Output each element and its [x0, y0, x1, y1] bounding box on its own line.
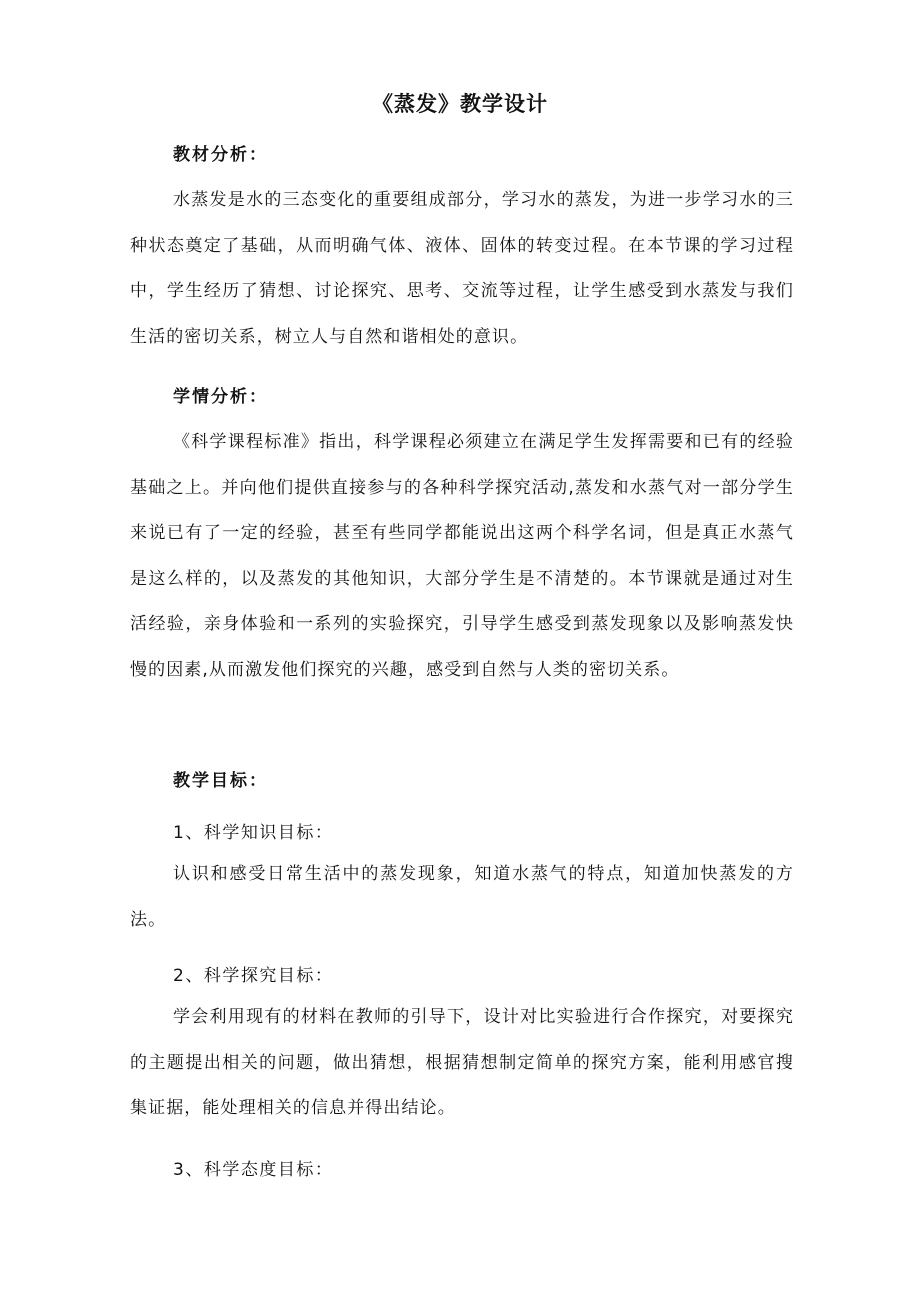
objective-1-heading: 1、科学知识目标： — [173, 823, 334, 843]
student-analysis-paragraph: 《科学课程标准》指出，科学课程必须建立在满足学生发挥需要和已有的经验基础之上。并向他们提供直接参与的各种科学探究活动,蒸发和水蒸气对一部分学生来说已有了一定的经验，甚至有些同学都能说出这两个科学名词，但是真正水蒸气是这么样的，以及蒸发的其他知识，大部分学生是不清楚的。本节课就是通过对生活经验，亲身体验和一系列的实验探究，引导学生感受到蒸发现象以及影响蒸发快慢的因素,从而激发他们探究的兴趣，感受到自然与人类的密切关系。 — [130, 432, 794, 680]
objectives-heading: 教学目标： — [173, 771, 268, 791]
textbook-analysis-paragraph: 水蒸发是水的三态变化的重要组成部分，学习水的蒸发，为进一步学习水的三种状态奠定了基础，从而明确气体、液体、固体的转变过程。在本节课的学习过程中，学生经历了猜想、讨论探究、思考、交流等过程，让学生感受到水蒸发与我们生活的密切关系，树立人与自然和谐相处的意识。 — [130, 190, 794, 347]
objective-2-paragraph: 学会利用现有的材料在教师的引导下，设计对比实验进行合作探究，对要探究的主题提出相关的问题，做出猜想，根据猜想制定简单的探究方案，能利用感官搜集证据，能处理相关的信息并得出结论。 — [130, 1007, 794, 1118]
objective-1-paragraph: 认识和感受日常生活中的蒸发现象，知道水蒸气的特点，知道加快蒸发的方法。 — [130, 864, 794, 930]
document-title: 《蒸发》教学设计 — [372, 92, 548, 116]
textbook-analysis-heading: 教材分析： — [173, 145, 268, 165]
objective-3-heading: 3、科学态度目标： — [173, 1160, 334, 1180]
student-analysis-heading: 学情分析： — [173, 387, 268, 407]
objective-2-heading: 2、科学探究目标： — [173, 966, 334, 986]
